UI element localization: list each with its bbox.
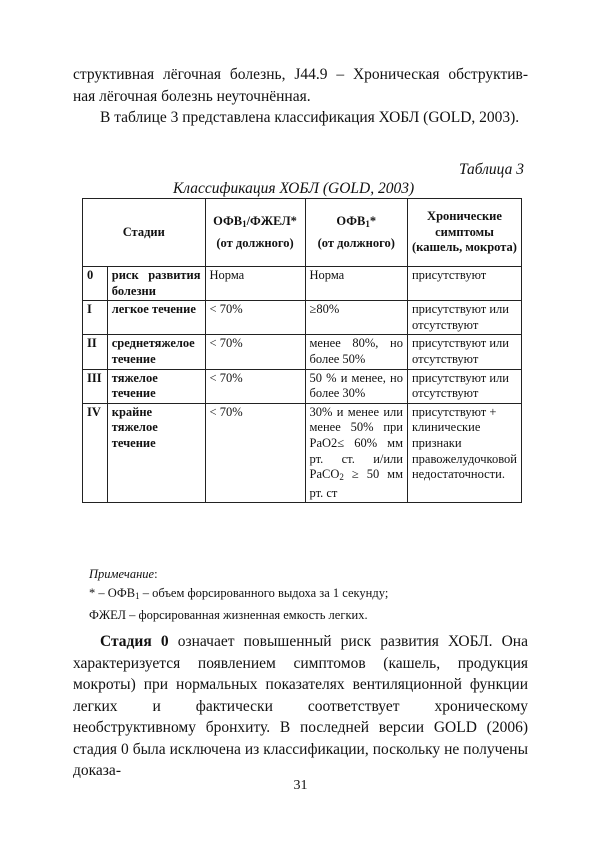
header-stages: Стадии bbox=[83, 199, 206, 267]
note-line-1: * – $ОФВ_1$ – объем форсированного выдоха за 1 секунду; bbox=[89, 586, 389, 601]
table-row bbox=[83, 403, 522, 503]
table-number: Таблица 3 bbox=[458, 161, 524, 178]
page-number: 31 bbox=[293, 778, 308, 793]
outro-body: означает повышенный риск развития ХОБЛ. Она характеризуется появлением симптомов (кашель, продукция мокроты) при нормальных показателях вентиляционной функции легких и фактически соответствует хроническому необструктивному бронхиту. В последней версии GOLD (2006) стадия 0 была исключена из классификации, поскольку не получены доказа- bbox=[73, 633, 528, 779]
row-3-stage: тяжелое течение bbox=[107, 369, 205, 403]
header-fev1: $ОФВ_1*$ (от должного) bbox=[305, 199, 407, 267]
note-line-2: ФЖЕЛ – форсированная жизненная емкость легких. bbox=[89, 608, 368, 622]
intro-paragraph-1-end bbox=[73, 86, 528, 108]
intro-paragraph-2: В таблице 3 представлена классификация ХОБЛ (GOLD, 2003). bbox=[100, 109, 520, 126]
row-0-ratio: Норма bbox=[205, 267, 305, 301]
intro-line-2: ная лёгочная болезнь неуточнённая. bbox=[73, 87, 311, 105]
row-1-num: I bbox=[83, 301, 108, 335]
intro-paragraph-1 bbox=[73, 64, 528, 86]
table-row bbox=[83, 335, 522, 369]
row-0-symptoms: присутствуют bbox=[407, 267, 521, 301]
row-3-symptoms: присутствуют или отсутствуют bbox=[407, 369, 521, 403]
row-4-symptoms: присутствуют + клинические признаки правожелудочковой недостаточности. bbox=[407, 403, 521, 503]
outro-text bbox=[73, 631, 528, 782]
row-3-num: III bbox=[83, 369, 108, 403]
row-2-fev1: менее 80%, но более 50% bbox=[305, 335, 407, 369]
row-3-fev1: 50 % и менее, но более 30% bbox=[305, 369, 407, 403]
row-2-symptoms: присутствуют или отсутствуют bbox=[407, 335, 521, 369]
outro-bold-term: Стадия 0 bbox=[100, 633, 169, 650]
row-1-fev1: ≥80% bbox=[305, 301, 407, 335]
intro-text bbox=[73, 64, 528, 129]
table-row bbox=[83, 369, 522, 403]
note-label: Примечание: bbox=[89, 567, 158, 581]
row-3-ratio: < 70% bbox=[205, 369, 305, 403]
table-row bbox=[83, 267, 522, 301]
classification-table bbox=[82, 198, 522, 503]
table-header-row bbox=[83, 199, 522, 267]
row-4-fev1: 30% и менее или менее 50% при PaO2≤ 60% мм рт. ст. и/или PaCO$_2$ ≥ 50 мм рт. ст bbox=[305, 403, 407, 503]
row-1-ratio: < 70% bbox=[205, 301, 305, 335]
header-symptoms: Хронические симптомы (кашель, мокрота) bbox=[407, 199, 521, 267]
row-0-fev1: Норма bbox=[305, 267, 407, 301]
row-1-stage: легкое течение bbox=[107, 301, 205, 335]
table-row bbox=[83, 301, 522, 335]
row-4-num: IV bbox=[83, 403, 108, 503]
table-title: Классификация ХОБЛ (GOLD, 2003) bbox=[173, 180, 415, 197]
row-2-ratio: < 70% bbox=[205, 335, 305, 369]
row-0-num: 0 bbox=[83, 267, 108, 301]
row-2-num: II bbox=[83, 335, 108, 369]
row-4-stage: крайне тяжелое течение bbox=[107, 403, 205, 503]
row-4-ratio: < 70% bbox=[205, 403, 305, 503]
row-0-stage: риск развития болезни bbox=[107, 267, 205, 301]
table-note bbox=[89, 565, 388, 625]
row-1-symptoms: присутствуют или отсутствуют bbox=[407, 301, 521, 335]
row-2-stage: среднетяжелое течение bbox=[107, 335, 205, 369]
intro-line-1: структивная лёгочная болезнь, J44.9 – Хроническая обструктив- bbox=[73, 66, 528, 83]
header-fev1-fvc: $ОФВ_1/ФЖЕЛ*$ (от должного) bbox=[205, 199, 305, 267]
outro-paragraph bbox=[73, 631, 528, 782]
